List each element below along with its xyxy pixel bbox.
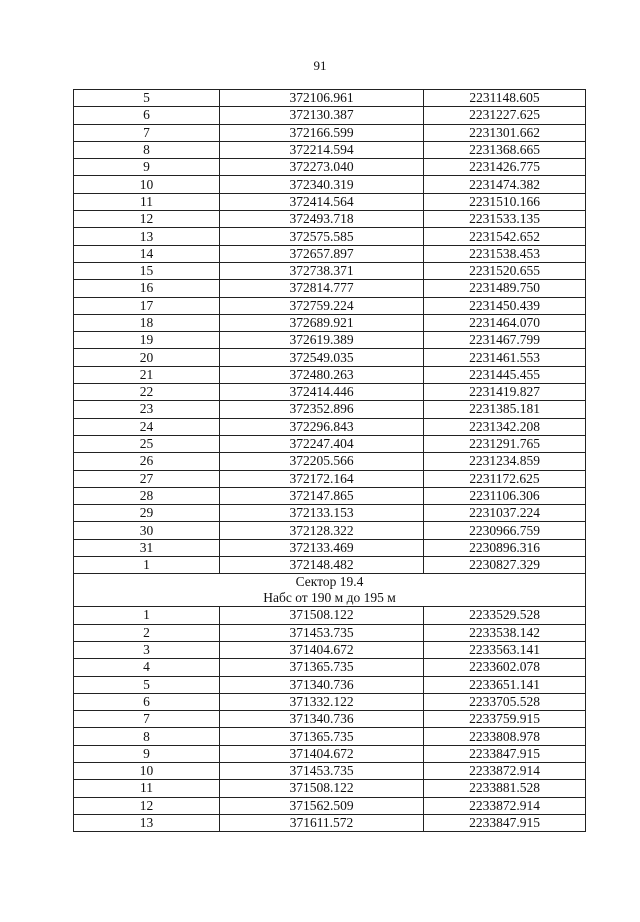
y-coordinate: 2231474.382 [424, 176, 586, 193]
point-number: 24 [74, 418, 220, 435]
table-row [74, 297, 586, 314]
y-coordinate: 2231461.553 [424, 349, 586, 366]
y-coordinate: 2233563.141 [424, 641, 586, 658]
table-row [74, 159, 586, 176]
y-coordinate: 2231148.605 [424, 90, 586, 107]
table-row [74, 814, 586, 831]
y-coordinate: 2231426.775 [424, 159, 586, 176]
table-row [74, 624, 586, 641]
y-coordinate: 2231445.455 [424, 366, 586, 383]
x-coordinate: 371404.672 [220, 641, 424, 658]
point-number: 6 [74, 107, 220, 124]
x-coordinate: 372133.153 [220, 505, 424, 522]
page-number: 91 [313, 58, 327, 73]
y-coordinate: 2231542.652 [424, 228, 586, 245]
y-coordinate: 2233759.915 [424, 711, 586, 728]
x-coordinate: 372814.777 [220, 280, 424, 297]
point-number: 11 [74, 780, 220, 797]
point-number: 1 [74, 557, 220, 574]
y-coordinate: 2231510.166 [424, 193, 586, 210]
x-coordinate: 371365.735 [220, 728, 424, 745]
x-coordinate: 372148.482 [220, 557, 424, 574]
point-number: 13 [74, 228, 220, 245]
x-coordinate: 372352.896 [220, 401, 424, 418]
point-number: 31 [74, 539, 220, 556]
x-coordinate: 371508.122 [220, 780, 424, 797]
table-row [74, 676, 586, 693]
x-coordinate: 372147.865 [220, 487, 424, 504]
table-row [74, 314, 586, 331]
x-coordinate: 372296.843 [220, 418, 424, 435]
y-coordinate: 2231291.765 [424, 435, 586, 452]
point-number: 9 [74, 159, 220, 176]
x-coordinate: 371508.122 [220, 607, 424, 624]
y-coordinate: 2233529.528 [424, 607, 586, 624]
y-coordinate: 2233881.528 [424, 780, 586, 797]
point-number: 10 [74, 762, 220, 779]
table-row [74, 641, 586, 658]
x-coordinate: 371340.736 [220, 711, 424, 728]
table-row [74, 728, 586, 745]
y-coordinate: 2230827.329 [424, 557, 586, 574]
point-number: 22 [74, 384, 220, 401]
y-coordinate: 2231464.070 [424, 314, 586, 331]
x-coordinate: 372106.961 [220, 90, 424, 107]
x-coordinate: 372619.389 [220, 332, 424, 349]
point-number: 25 [74, 435, 220, 452]
point-number: 4 [74, 659, 220, 676]
table-row [74, 141, 586, 158]
y-coordinate: 2233808.978 [424, 728, 586, 745]
point-number: 23 [74, 401, 220, 418]
table-row [74, 262, 586, 279]
point-number: 27 [74, 470, 220, 487]
point-number: 5 [74, 90, 220, 107]
table-row [74, 453, 586, 470]
point-number: 16 [74, 280, 220, 297]
y-coordinate: 2233602.078 [424, 659, 586, 676]
x-coordinate: 372214.594 [220, 141, 424, 158]
point-number: 5 [74, 676, 220, 693]
point-number: 17 [74, 297, 220, 314]
x-coordinate: 372273.040 [220, 159, 424, 176]
table-row [74, 693, 586, 710]
table-row [74, 797, 586, 814]
y-coordinate: 2231234.859 [424, 453, 586, 470]
point-number: 13 [74, 814, 220, 831]
point-number: 12 [74, 211, 220, 228]
y-coordinate: 2231450.439 [424, 297, 586, 314]
table-row [74, 245, 586, 262]
table-row [74, 711, 586, 728]
table-row [74, 659, 586, 676]
table-row [74, 90, 586, 107]
y-coordinate: 2231368.665 [424, 141, 586, 158]
x-coordinate: 372128.322 [220, 522, 424, 539]
y-coordinate: 2231172.625 [424, 470, 586, 487]
table-row [74, 228, 586, 245]
x-coordinate: 372575.585 [220, 228, 424, 245]
table-row [74, 505, 586, 522]
x-coordinate: 372166.599 [220, 124, 424, 141]
y-coordinate: 2231489.750 [424, 280, 586, 297]
table-row [74, 280, 586, 297]
table-row [74, 107, 586, 124]
table-row [74, 557, 586, 574]
point-number: 12 [74, 797, 220, 814]
table-row [74, 193, 586, 210]
table-body-part1 [74, 90, 586, 574]
section-header-body [74, 574, 586, 607]
table-row [74, 435, 586, 452]
y-coordinate: 2233651.141 [424, 676, 586, 693]
table-row [74, 762, 586, 779]
point-number: 26 [74, 453, 220, 470]
y-coordinate: 2231419.827 [424, 384, 586, 401]
x-coordinate: 371340.736 [220, 676, 424, 693]
section-header-row [74, 574, 586, 607]
x-coordinate: 372493.718 [220, 211, 424, 228]
y-coordinate: 2233538.142 [424, 624, 586, 641]
x-coordinate: 372172.164 [220, 470, 424, 487]
point-number: 8 [74, 141, 220, 158]
x-coordinate: 372414.446 [220, 384, 424, 401]
x-coordinate: 371404.672 [220, 745, 424, 762]
x-coordinate: 372689.921 [220, 314, 424, 331]
y-coordinate: 2231467.799 [424, 332, 586, 349]
x-coordinate: 371611.572 [220, 814, 424, 831]
x-coordinate: 372480.263 [220, 366, 424, 383]
point-number: 3 [74, 641, 220, 658]
y-coordinate: 2233847.915 [424, 814, 586, 831]
table-row [74, 349, 586, 366]
section-title: Сектор 19.4 [295, 574, 364, 590]
x-coordinate: 372205.566 [220, 453, 424, 470]
table-row [74, 780, 586, 797]
x-coordinate: 371562.509 [220, 797, 424, 814]
point-number: 8 [74, 728, 220, 745]
section-header [74, 574, 586, 607]
y-coordinate: 2233872.914 [424, 797, 586, 814]
x-coordinate: 372738.371 [220, 262, 424, 279]
coordinates-table [73, 89, 586, 832]
point-number: 21 [74, 366, 220, 383]
point-number: 7 [74, 124, 220, 141]
y-coordinate: 2233847.915 [424, 745, 586, 762]
table-body-part2 [74, 607, 586, 832]
table-row [74, 522, 586, 539]
x-coordinate: 372130.387 [220, 107, 424, 124]
point-number: 10 [74, 176, 220, 193]
x-coordinate: 372414.564 [220, 193, 424, 210]
point-number: 15 [74, 262, 220, 279]
point-number: 28 [74, 487, 220, 504]
y-coordinate: 2230896.316 [424, 539, 586, 556]
table-row [74, 176, 586, 193]
table-row [74, 211, 586, 228]
point-number: 30 [74, 522, 220, 539]
table-row [74, 401, 586, 418]
point-number: 29 [74, 505, 220, 522]
x-coordinate: 371332.122 [220, 693, 424, 710]
table-row [74, 366, 586, 383]
table-row [74, 607, 586, 624]
x-coordinate: 372657.897 [220, 245, 424, 262]
x-coordinate: 372133.469 [220, 539, 424, 556]
x-coordinate: 371453.735 [220, 624, 424, 641]
point-number: 9 [74, 745, 220, 762]
table-row [74, 539, 586, 556]
point-number: 1 [74, 607, 220, 624]
y-coordinate: 2231106.306 [424, 487, 586, 504]
x-coordinate: 372549.035 [220, 349, 424, 366]
y-coordinate: 2233872.914 [424, 762, 586, 779]
y-coordinate: 2231385.181 [424, 401, 586, 418]
x-coordinate: 372759.224 [220, 297, 424, 314]
y-coordinate: 2231227.625 [424, 107, 586, 124]
y-coordinate: 2231037.224 [424, 505, 586, 522]
table-row [74, 487, 586, 504]
point-number: 2 [74, 624, 220, 641]
table-row [74, 384, 586, 401]
y-coordinate: 2233705.528 [424, 693, 586, 710]
point-number: 18 [74, 314, 220, 331]
point-number: 6 [74, 693, 220, 710]
y-coordinate: 2231538.453 [424, 245, 586, 262]
x-coordinate: 371365.735 [220, 659, 424, 676]
table-row [74, 418, 586, 435]
y-coordinate: 2231520.655 [424, 262, 586, 279]
point-number: 11 [74, 193, 220, 210]
table-row [74, 332, 586, 349]
x-coordinate: 371453.735 [220, 762, 424, 779]
section-subtitle: Набс от 190 м до 195 м [263, 590, 396, 606]
table-row [74, 470, 586, 487]
y-coordinate: 2231342.208 [424, 418, 586, 435]
y-coordinate: 2231533.135 [424, 211, 586, 228]
point-number: 20 [74, 349, 220, 366]
x-coordinate: 372340.319 [220, 176, 424, 193]
table-row [74, 745, 586, 762]
x-coordinate: 372247.404 [220, 435, 424, 452]
point-number: 7 [74, 711, 220, 728]
point-number: 14 [74, 245, 220, 262]
y-coordinate: 2230966.759 [424, 522, 586, 539]
y-coordinate: 2231301.662 [424, 124, 586, 141]
point-number: 19 [74, 332, 220, 349]
table-row [74, 124, 586, 141]
